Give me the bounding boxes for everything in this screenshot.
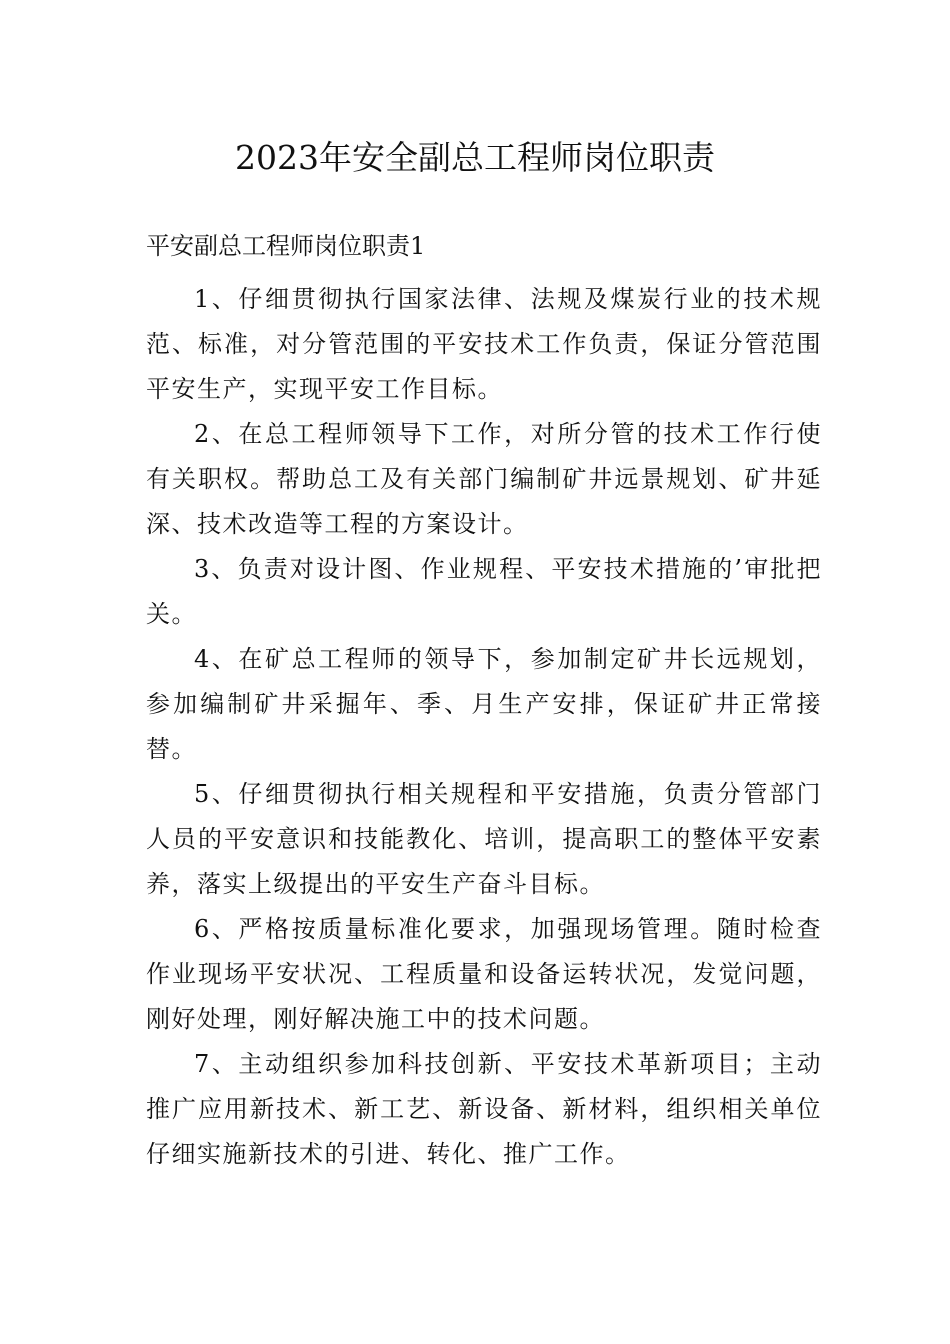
paragraph-6: 6、严格按质量标准化要求，加强现场管理。随时检查作业现场平安状况、工程质量和设备运转状况，发觉问题，刚好处理，刚好解决施工中的技术问题。 (146, 915, 822, 1033)
paragraph-3: 3、负责对设计图、作业规程、平安技术措施的’审批把关。 (146, 555, 822, 628)
section-heading: 平安副总工程师岗位职责1 (146, 232, 426, 260)
document-body (146, 277, 822, 1177)
document-title: 2023年安全副总工程师岗位职责 (235, 138, 715, 177)
paragraph-5: 5、仔细贯彻执行相关规程和平安措施，负责分管部门人员的平安意识和技能教化、培训，提高职工的整体平安素养，落实上级提出的平安生产奋斗目标。 (146, 780, 822, 898)
paragraph-2: 2、在总工程师领导下工作，对所分管的技术工作行使有关职权。帮助总工及有关部门编制矿井远景规划、矿井延深、技术改造等工程的方案设计。 (146, 420, 822, 538)
paragraph-1: 1、仔细贯彻执行国家法律、法规及煤炭行业的技术规范、标准，对分管范围的平安技术工作负责，保证分管范围平安生产，实现平安工作目标。 (146, 285, 822, 403)
paragraph-4: 4、在矿总工程师的领导下，参加制定矿井长远规划，参加编制矿井采掘年、季、月生产安排，保证矿井正常接替。 (146, 645, 822, 763)
paragraph-7: 7、主动组织参加科技创新、平安技术革新项目；主动推广应用新技术、新工艺、新设备、新材料，组织相关单位仔细实施新技术的引进、转化、推广工作。 (146, 1050, 822, 1168)
